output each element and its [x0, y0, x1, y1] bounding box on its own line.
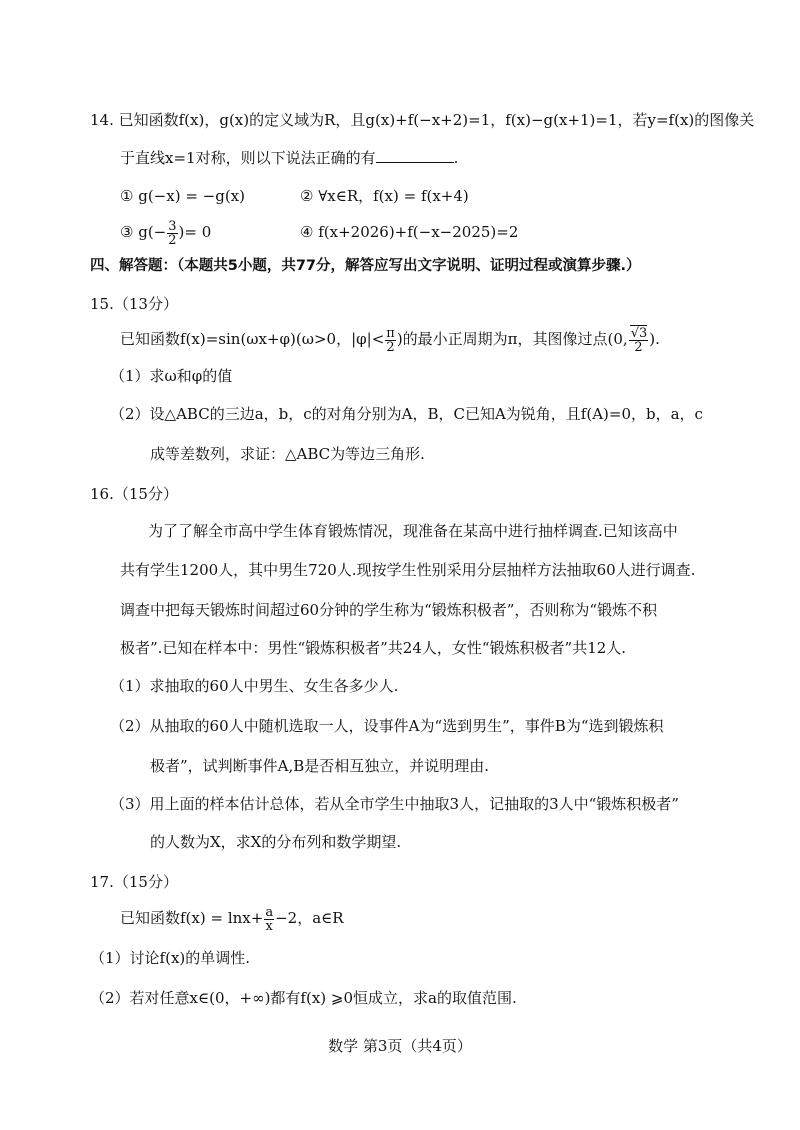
q17-stem — [120, 902, 344, 934]
q17-part-1: （1）讨论f(x)的单调性. — [90, 949, 251, 967]
fraction-a-over-x — [264, 906, 274, 933]
fraction-numerator: 3 — [168, 218, 177, 234]
fraction-pi-over-2 — [385, 327, 396, 354]
fraction-sqrt3-over-2 — [629, 327, 649, 354]
q16-part-1: （1）求抽取的60人中男生、女生各多少人. — [110, 677, 399, 695]
sqrt-3: √3 — [630, 325, 648, 341]
q17-part-2: （2）若对任意x∈(0，+∞)都有f(x) ⩾0恒成立，求a的取值范围. — [90, 989, 517, 1007]
q14-option-4: ④ f(x+2026)+f(−x−2025)=2 — [300, 223, 519, 241]
q16-paragraph-line1: 为了了解全市高中学生体育锻炼情况，现准备在某高中进行抽样调查.已知该高中 — [148, 522, 678, 540]
q17-stem-part-a: 已知函数f(x) = lnx+ — [120, 909, 264, 927]
q16-header: 16.（15分） — [90, 485, 178, 503]
q16-paragraph-line2: 共有学生1200人，其中男生720人.现按学生性别采用分层抽样方法抽取60人进行调查. — [120, 561, 696, 579]
fraction-denominator: 2 — [168, 232, 177, 248]
q14-option-2: ② ∀x∈R，f(x) = f(x+4) — [300, 187, 469, 205]
fraction-denominator: 2 — [386, 339, 395, 355]
q15-stem-part-b: )的最小正周期为π，其图像过点(0, — [396, 330, 628, 348]
q15-stem-part-a: 已知函数f(x)=sin(ωx+φ)(ω>0，|φ|< — [120, 330, 385, 348]
q16-part-3-line2: 的人数为X，求X的分布列和数学期望. — [150, 833, 402, 851]
q15-part-1: （1）求ω和φ的值 — [110, 367, 233, 385]
fraction-numerator — [629, 327, 649, 341]
q17-header: 17.（15分） — [90, 873, 178, 891]
q16-part-2-line2: 极者”，试判断事件A,B是否相互独立，并说明理由. — [150, 757, 490, 775]
q15-part-2-line1: （2）设△ABC的三边a，b，c的对角分别为A，B，C已知A为锐角，且f(A)=0，b，a，c — [110, 405, 703, 423]
q15-stem-part-c: ). — [649, 330, 660, 348]
q16-part-3-line1: （3）用上面的样本估计总体，若从全市学生中抽取3人，记抽取的3人中“锻炼积极者” — [110, 795, 679, 813]
q14-stem-line2-end: . — [453, 149, 459, 167]
page-footer: 数学 第3页（共4页） — [328, 1037, 472, 1055]
q16-part-2-line1: （2）从抽取的60人中随机选取一人，设事件A为“选到男生”，事件B为“选到锻炼积 — [110, 717, 664, 735]
q14-stem-line2 — [120, 148, 458, 168]
fraction-3-over-2 — [167, 220, 177, 247]
q14-option-3-post: )= 0 — [178, 223, 212, 241]
q14-option-1: ① g(−x) = −g(x) — [120, 187, 245, 205]
q15-header: 15.（13分） — [90, 295, 178, 313]
answer-blank[interactable] — [376, 148, 454, 163]
fraction-denominator: 2 — [634, 339, 643, 355]
fraction-numerator: π — [386, 325, 395, 341]
q14-stem-line2-text: 于直线x=1对称，则以下说法正确的有 — [120, 149, 376, 167]
fraction-numerator: a — [265, 904, 274, 920]
q16-paragraph-line4: 极者”.已知在样本中：男性“锻炼积极者”共24人，女性“锻炼积极者”共12人. — [120, 639, 627, 657]
q15-stem — [120, 324, 660, 354]
fraction-denominator: x — [265, 918, 273, 934]
q14-option-3 — [120, 218, 211, 247]
section-4-heading: 四、解答题：（本题共5小题，共77分，解答应写出文字说明、证明过程或演算步骤.） — [90, 258, 641, 274]
q15-part-2-line2: 成等差数列，求证：△ABC为等边三角形. — [150, 445, 425, 463]
q14-option-3-pre: ③ g(− — [120, 223, 167, 241]
q16-paragraph-line3: 调查中把每天锻炼时间超过60分钟的学生称为“锻炼积极者”，否则称为“锻炼不积 — [120, 601, 658, 619]
q17-stem-part-b: −2，a∈R — [275, 909, 344, 927]
q14-stem-line1: 14. 已知函数f(x)，g(x)的定义域为R，且g(x)+f(−x+2)=1，f(x)−g(x+1)=1，若y=f(x)的图像关 — [90, 111, 755, 129]
